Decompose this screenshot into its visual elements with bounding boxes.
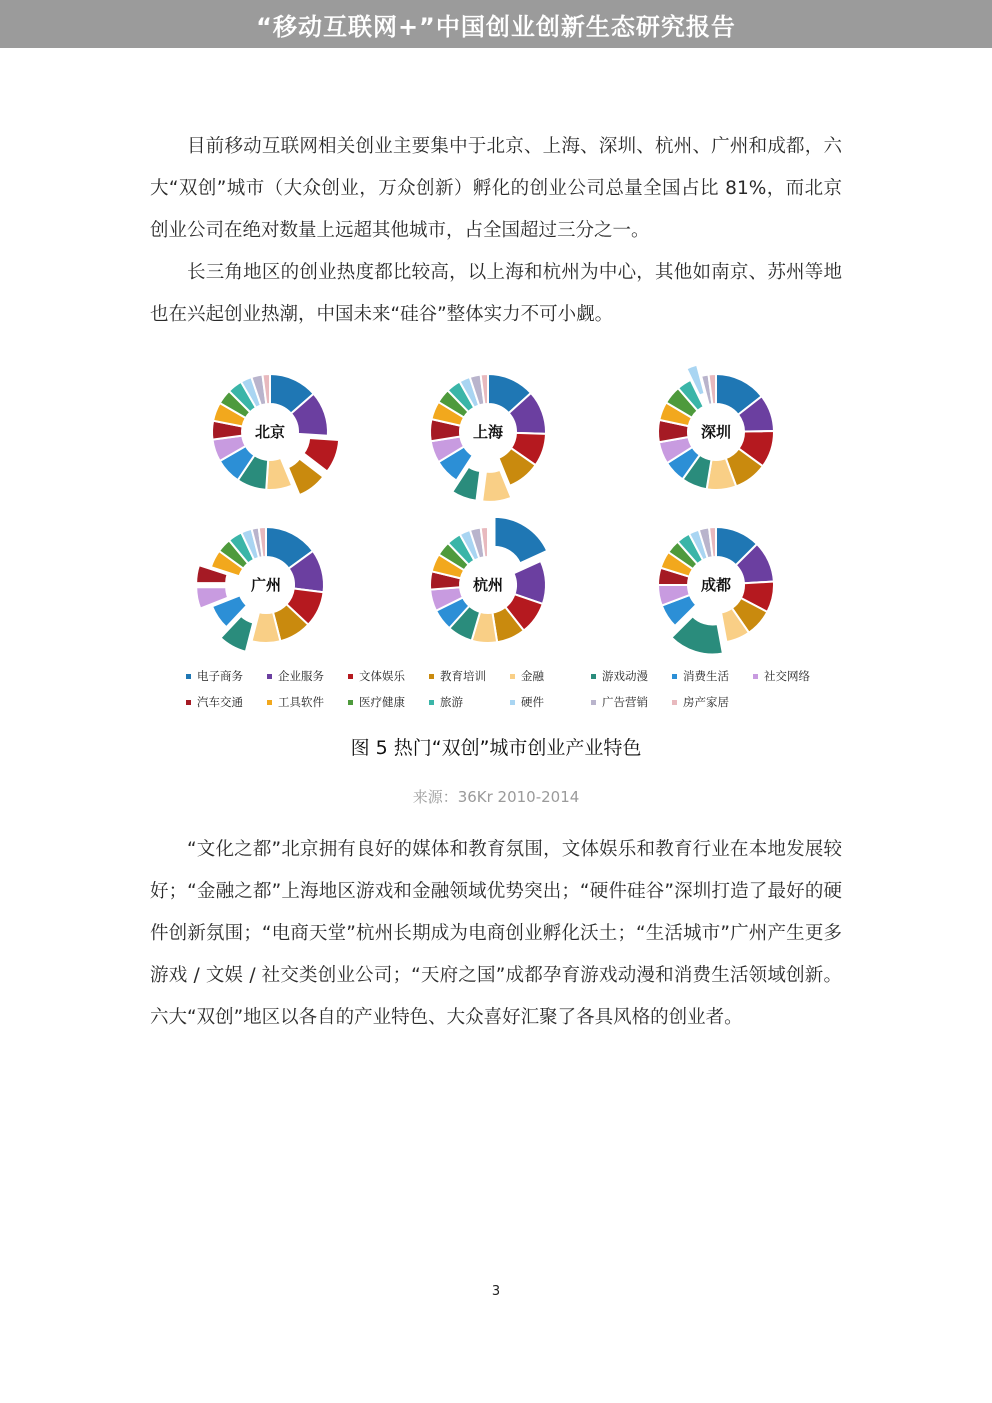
legend-label: 企业服务 <box>278 669 324 683</box>
legend-item <box>348 694 429 710</box>
legend-item <box>591 668 672 684</box>
page-number: 3 <box>491 1284 501 1299</box>
report-header <box>0 0 992 48</box>
legend-swatch <box>672 700 677 705</box>
legend-item <box>510 668 591 684</box>
donut-chart <box>658 527 774 654</box>
legend-item <box>186 668 267 684</box>
figure-caption: 图 5 热门“双创”城市创业产业特色 <box>350 737 642 759</box>
legend-label: 消费生活 <box>683 669 729 683</box>
donut-city-label: 上海 <box>472 423 504 441</box>
legend-item <box>510 694 591 710</box>
donut-city-label: 北京 <box>254 423 286 441</box>
city-industry-donut-charts <box>170 345 830 665</box>
legend-swatch <box>753 674 758 679</box>
legend-label: 教育培训 <box>440 669 486 683</box>
legend-item <box>348 668 429 684</box>
legend-label: 汽车交通 <box>197 695 243 709</box>
legend-item <box>672 694 753 710</box>
legend-label: 广告营销 <box>602 695 648 709</box>
donut-chart <box>430 374 546 502</box>
donut-slice <box>266 458 292 490</box>
legend-swatch <box>267 674 272 679</box>
legend-item <box>267 694 348 710</box>
legend-label: 硬件 <box>521 695 544 709</box>
legend-label: 房产家居 <box>683 695 729 709</box>
paragraph-3: “文化之都”北京拥有良好的媒体和教育氛围，文体娱乐和教育行业在本地发展较好；“金融之都”上海地区游戏和金融领域优势突出；“硬件硅谷”深圳打造了最好的硬件创新氛围；“电商天堂”杭州长期成为电商创业孵化沃土；“生活城市”广州产生更多游戏 / 文娱 / 社交类创业公司；“天府之国”成都孕育游戏动漫和消费生活领域创新。六大“双创”地区以各自的产业特色、大众喜好汇聚了各具风格的创业者。 <box>150 839 842 1028</box>
donut-city-label: 广州 <box>250 576 282 594</box>
legend-label: 旅游 <box>440 695 463 709</box>
legend-swatch <box>510 700 515 705</box>
legend-swatch <box>591 674 596 679</box>
report-title: “移动互联网+”中国创业创新生态研究报告 <box>256 12 736 41</box>
legend-swatch <box>510 674 515 679</box>
paragraph-2: 长三角地区的创业热度都比较高，以上海和杭州为中心，其他如南京、苏州等地也在兴起创业热潮，中国未来“硅谷”整体实力不可小觑。 <box>150 262 842 325</box>
legend-swatch <box>348 700 353 705</box>
legend-item <box>186 694 267 710</box>
legend-item <box>429 694 510 710</box>
figure-source: 来源：36Kr 2010-2014 <box>412 788 580 806</box>
legend-swatch <box>186 700 191 705</box>
legend-label: 游戏动漫 <box>602 669 648 683</box>
legend-label: 医疗健康 <box>359 695 405 709</box>
legend-item <box>267 668 348 684</box>
donut-city-label: 成都 <box>700 576 732 594</box>
donut-chart <box>658 365 774 490</box>
legend-swatch <box>591 700 596 705</box>
legend-label: 社交网络 <box>764 669 810 683</box>
donut-chart <box>212 374 339 495</box>
legend-item <box>672 668 753 684</box>
legend-item <box>753 668 834 684</box>
legend-swatch <box>348 674 353 679</box>
legend-swatch <box>186 674 191 679</box>
legend-label: 电子商务 <box>197 669 243 683</box>
donut-chart <box>430 517 547 643</box>
legend-label: 金融 <box>521 669 544 683</box>
legend-swatch <box>429 700 434 705</box>
paragraph-1: 目前移动互联网相关创业主要集中于北京、上海、深圳、杭州、广州和成都，六大“双创”城市（大众创业，万众创新）孵化的创业公司总量全国占比 81%，而北京创业公司在绝对数量上远超其他城市，占全国超过三分之一。 <box>150 136 842 241</box>
donut-city-label: 深圳 <box>700 423 732 441</box>
donut-city-label: 杭州 <box>472 576 504 594</box>
legend-label: 文体娱乐 <box>359 669 405 683</box>
legend-item <box>591 694 672 710</box>
donut-slice <box>494 517 547 563</box>
legend-label: 工具软件 <box>278 695 324 709</box>
legend-swatch <box>672 674 677 679</box>
chart-legend <box>186 668 846 710</box>
legend-swatch <box>267 700 272 705</box>
donut-chart <box>196 527 324 652</box>
legend-item <box>429 668 510 684</box>
legend-swatch <box>429 674 434 679</box>
